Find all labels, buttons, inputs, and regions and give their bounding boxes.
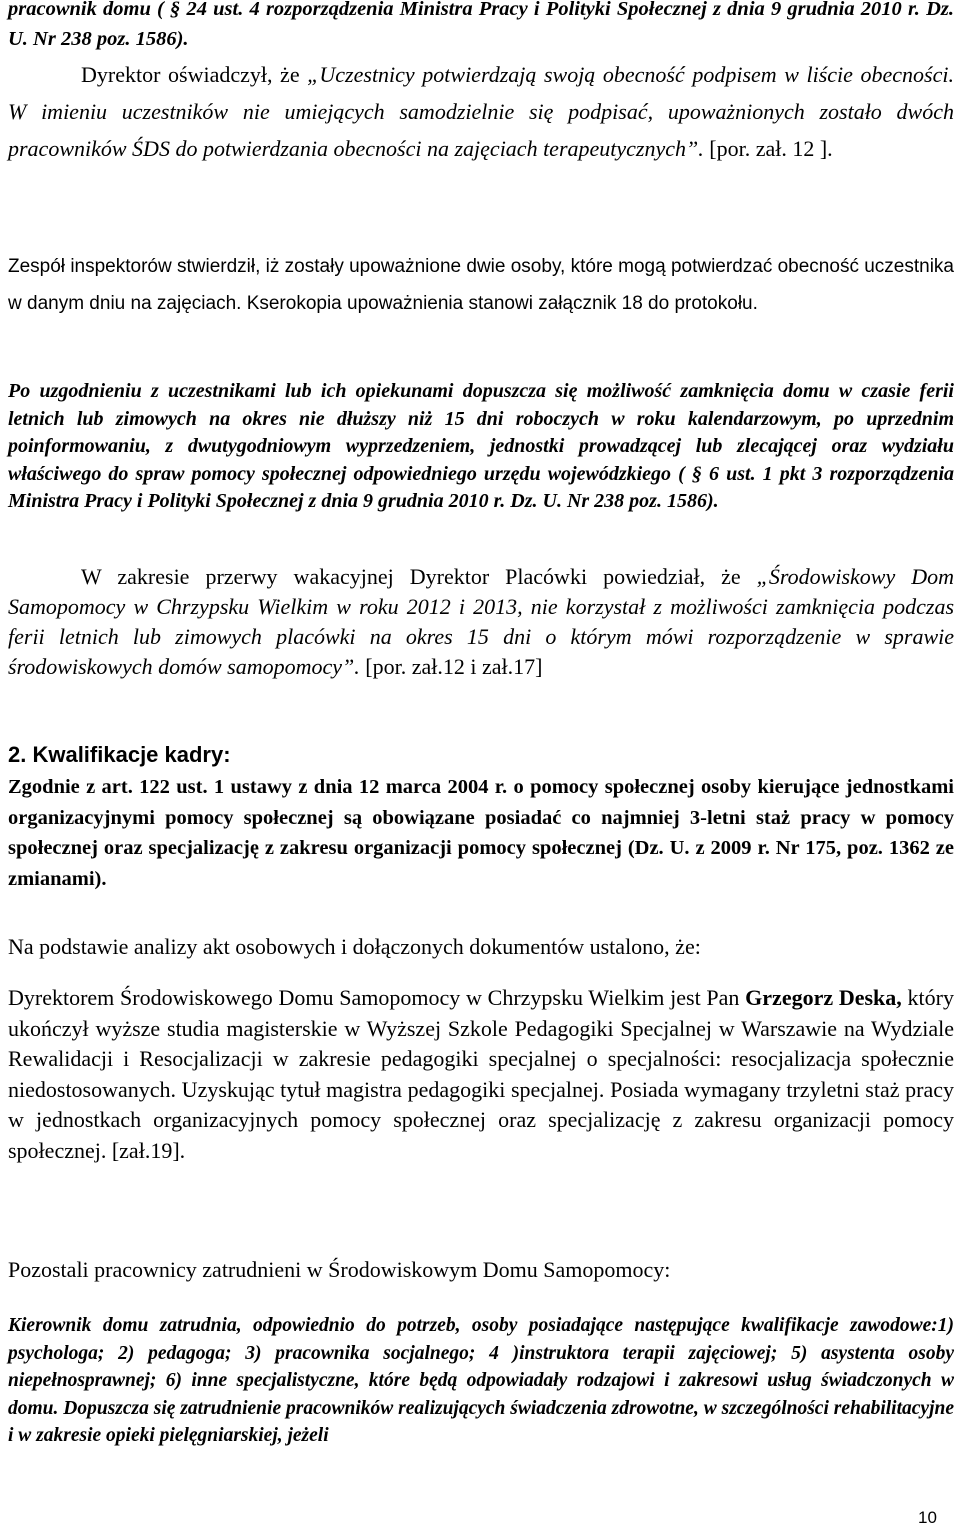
section-heading-text: 2. Kwalifikacje kadry: xyxy=(8,742,231,767)
vacation-statement-reference: [por. zał.12 i zał.17] xyxy=(359,654,543,679)
director-statement-intro: Dyrektor oświadczył, że xyxy=(81,62,308,87)
vacation-break-paragraph xyxy=(8,562,954,682)
statute-text: Zgodnie z art. 122 ust. 1 ustawy z dnia 12 marca 2004 r. o pomocy społecznej osoby kierujące jednostkami organizacyjnymi pomocy społecznej są obowiązane posiadać co najmniej 3-letni staż pracy w pomocy społecznej oraz specjalizację z zakresu organizacji pomocy społecznej (Dz. U. z 2009 r. Nr 175, poz. 1362 ze zmianami). xyxy=(8,776,954,890)
director-name: Grzegorz Deska, xyxy=(745,985,902,1010)
regulation-continuation-paragraph xyxy=(8,0,954,54)
employment-rule-text: Kierownik domu zatrudnia, odpowiednio do potrzeb, osoby posiadające następujące kwalifikacje zawodowe:1) psychologa; 2) pedagoga; 3) pracownika socjalnego; 4 )instruktora terapii zajęciowej; 5) asystenta osoby niepełnosprawnej; 6) inne specjalistyczne, które będą odpowiadały rodzajowi i zakresowi usług świadczonych w domu. Dopuszcza się zatrudnienie pracowników realizujących świadczenia zdrowotne, w szczególności rehabilitacyjne i w zakresie opieki pielęgniarskiej, jeżeli xyxy=(8,1315,954,1446)
page-number: 10 xyxy=(918,1508,937,1527)
director-intro: Dyrektorem Środowiskowego Domu Samopomocy w Chrzypsku Wielkim jest Pan xyxy=(8,985,746,1010)
regulation-continuation-text: pracownik domu ( § 24 ust. 4 rozporządzenia Ministra Pracy i Polityki Społecznej z dnia 9 grudnia 2010 r. Dz. U. Nr 238 poz. 1586). xyxy=(8,0,954,50)
inspectors-finding-text: Zespół inspektorów stwierdził, iż zostały upoważnione dwie osoby, które mogą potwierdzać obecność uczestnika w danym dniu na zajęciach. Kserokopia upoważnienia stanowi załącznik 18 do protokołu. xyxy=(8,256,954,314)
director-statement-reference: [por. zał. 12 ]. xyxy=(703,136,833,161)
section-heading xyxy=(8,740,954,770)
vacation-statement-quote: „Środowiskowy Dom Samopomocy w Chrzypsku Wielkim w roku 2012 i 2013, nie korzystał z możliwości zamknięcia podczas ferii letnich lub zimowych placówki na okres 15 dni o którym mówi rozporządzenie w sprawie środowiskowych domów samopomocy”. xyxy=(8,564,954,679)
statute-paragraph xyxy=(8,772,954,894)
director-qualifications-paragraph xyxy=(8,983,954,1166)
director-attendance-paragraph xyxy=(8,56,954,167)
employment-rule-paragraph xyxy=(8,1312,954,1450)
inspectors-finding-paragraph xyxy=(8,248,954,322)
director-statement-quote: „Uczestnicy potwierdzają swoją obecność podpisem w liście obecności. W imieniu uczestników nie umiejących samodzielnie się podpisać, upoważnionych zostało dwóch pracowników ŚDS do potwierdzania obecności na zajęciach terapeutycznych”. xyxy=(8,62,954,161)
closure-rule-paragraph xyxy=(8,378,954,516)
analysis-basis-text: Na podstawie analizy akt osobowych i dołączonych dokumentów ustalono, że: xyxy=(8,934,701,959)
other-staff-paragraph xyxy=(8,1255,954,1285)
analysis-basis-paragraph xyxy=(8,932,954,962)
vacation-statement-intro: W zakresie przerwy wakacyjnej Dyrektor Placówki powiedział, że xyxy=(81,564,757,589)
closure-rule-text: Po uzgodnieniu z uczestnikami lub ich opiekunami dopuszcza się możliwość zamknięcia domu w czasie ferii letnich lub zimowych na okres nie dłuższy niż 15 dni roboczych w roku kalendarzowym, po uprzednim poinformowaniu, z dwutygodniowym wyprzedzeniem, jednostki prowadzącej lub zlecającej oraz wydziału właściwego do spraw pomocy społecznej odpowiedniego urzędu wojewódzkiego ( § 6 ust. 1 pkt 3 rozporządzenia Ministra Pracy i Polityki Społecznej z dnia 9 grudnia 2010 r. Dz. U. Nr 238 poz. 1586). xyxy=(8,380,954,512)
other-staff-text: Pozostali pracownicy zatrudnieni w Środowiskowym Domu Samopomocy: xyxy=(8,1257,671,1282)
director-qualifications-text: który ukończył wyższe studia magisterskie w Wyższej Szkole Pedagogiki Specjalnej w Warszawie na Wydziale Rewalidacji i Resocjalizacji w zakresie pedagogiki specjalnej o specjalności: resocjalizacja społecznie niedostosowanych. Uzyskując tytuł magistra pedagogiki specjalnej. Posiada wymagany trzyletni staż pracy w jednostkach organizacyjnych pomocy społecznej oraz specjalizację z zakresu organizacji pomocy społecznej. [zał.19]. xyxy=(8,985,954,1163)
